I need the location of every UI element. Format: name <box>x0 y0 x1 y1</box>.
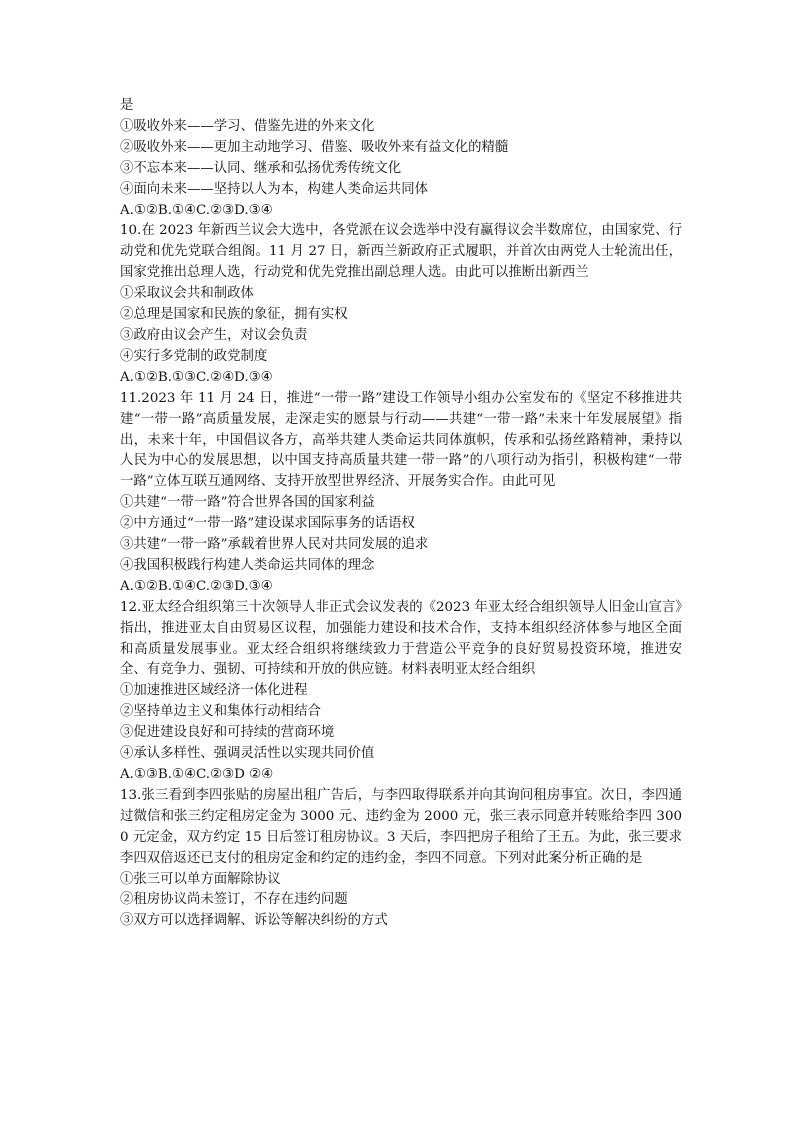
q12-stem: 12.亚太经合组织第三十次领导人非正式会议发表的《2023 年亚太经合组织领导人旧金山宣言》指出，推进亚太自由贸易区议程，加强能力建设和技术合作，支持本组织经济体参与地区全面和高质量发展事业。亚太经合组织将继续致力于营造公平竞争的良好贸易投资环境，推进安全、有竞争力、强韧、可持续和开放的供应链。材料表明亚太经合组织 <box>120 599 682 678</box>
q12-answer-choices: A.①③B.①④C.②③D ②④ <box>120 767 274 782</box>
q10-option-3: ③政府由议会产生，对议会负责 <box>120 327 308 343</box>
q9-option-1: ①吸收外来——学习、借鉴先进的外来文化 <box>120 118 375 134</box>
q9-option-4: ④面向未来——坚持以人为本，构建人类命运共同体 <box>120 181 428 197</box>
q11-option-1: ①共建“一带一路”符合世界各国的国家利益 <box>120 495 375 511</box>
q13-option-2: ②租房协议尚未签订，不存在违约问题 <box>120 892 348 908</box>
q10-option-1: ①采取议会共和制政体 <box>120 286 254 302</box>
q10-option-4: ④实行多党制的政党制度 <box>120 348 268 364</box>
question-9-stem-tail: 是 <box>120 98 134 113</box>
q10-option-2: ②总理是国家和民族的象征，拥有实权 <box>120 307 348 323</box>
q9-option-3: ③不忘本来——认同、继承和弘扬优秀传统文化 <box>120 160 402 176</box>
q9-option-2: ②吸收外来——更加主动地学习、借鉴、吸收外来有益文化的精髓 <box>120 139 509 155</box>
q11-stem: 11.2023 年 11 月 24 日，推进“一带一路”建设工作领导小组办公室发布的《坚定不移推进共建“一带一路”高质量发展，走深走实的愿景与行动——共建“一带一路”未来十年发展展望》指出，未来十年，中国倡议各方，高举共建人类命运共同体旗帜，传承和弘扬丝路精神，秉持以人民为中心的发展思想，以中国支持高质量共建一带一路”的八项行动为指引，积极构建“一带一路”立体互联互通网络、支持开放型世界经济、开展务实合作。由此可见 <box>120 390 682 490</box>
q12-option-4: ④承认多样性、强调灵活性以实现共同价值 <box>120 746 375 762</box>
q13-option-3: ③双方可以选择调解、诉讼等解决纠纷的方式 <box>120 913 388 929</box>
q10-stem: 10.在 2023 年新西兰议会大选中，各党派在议会选举中没有赢得议会半数席位，由国家党、行动党和优先党联合组阁。11 月 27 日，新西兰新政府正式履职，并首次由两党人士轮流出任，国家党推出总理人选，行动党和优先党推出副总理人选。由此可以推断出新西兰 <box>120 223 682 281</box>
q10-answer-choices: A.①②B.①③C.②④D.③④ <box>120 369 273 385</box>
q13-option-1: ①张三可以单方面解除协议 <box>120 871 281 887</box>
q12-option-1: ①加速推进区域经济一体化进程 <box>120 683 308 699</box>
q13-stem: 13.张三看到李四张贴的房屋出租广告后，与李四取得联系并向其询问租房事宜。次日，李四通过微信和张三约定租房定金为 3000 元、违约金为 2000 元，张三表示同意并转账给李四 3000 元定金，双方约定 15 日后签订租房协议。3 天后，李四把房子租给了王五。为此，张三要求李四双倍返还已支付的租房定金和约定的违约金，李四不同意。下列对此案分析正确的是 <box>120 787 682 866</box>
exam-page <box>120 96 682 932</box>
q11-option-4: ④我国积极践行构建人类命运共同体的理念 <box>120 557 375 573</box>
q11-option-3: ③共建“一带一路”承载着世界人民对共同发展的追求 <box>120 537 429 553</box>
q11-option-2: ②中方通过“一带一路”建设谋求国际事务的话语权 <box>120 516 415 532</box>
q9-answer-choices: A.①②B.①④C.②③D.③④ <box>120 202 273 218</box>
q12-option-2: ②坚持单边主义和集体行动相结合 <box>120 704 321 720</box>
q12-option-3: ③促进建设良好和可持续的营商环境 <box>120 725 335 741</box>
q11-answer-choices: A.①②B.①④C.②③D.③④ <box>120 578 273 594</box>
